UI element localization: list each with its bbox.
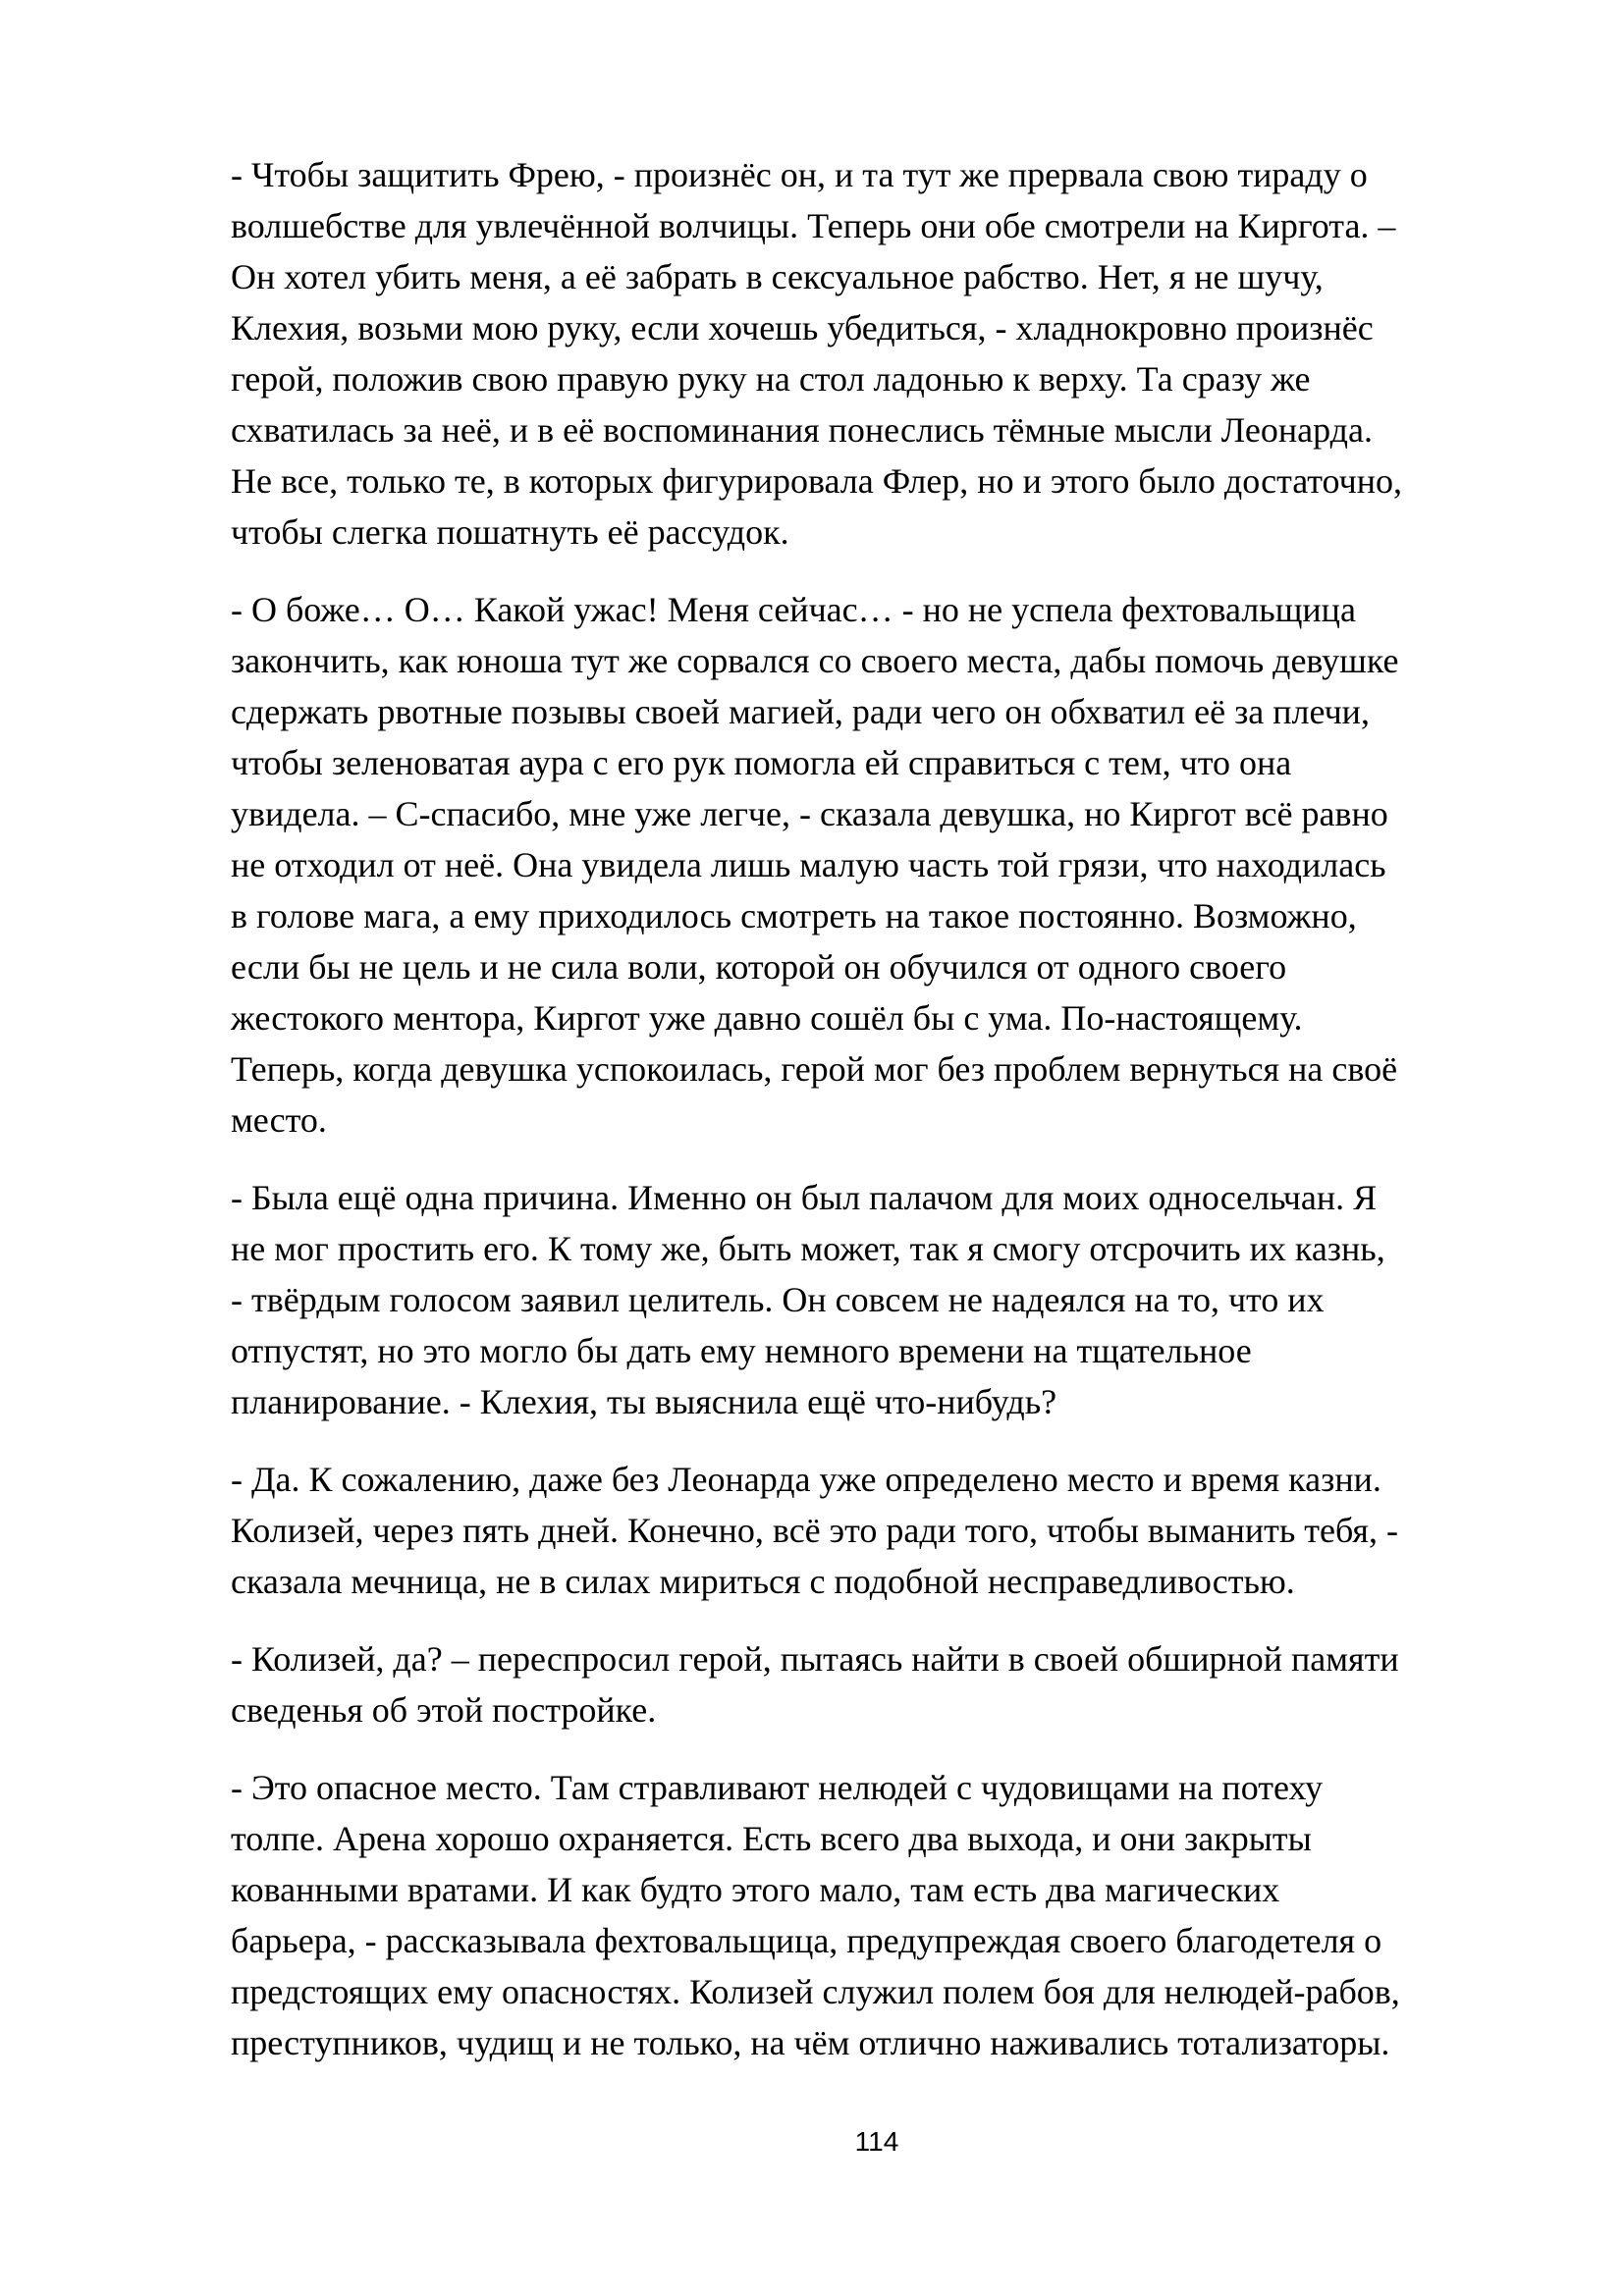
text-line: отпустят, но это могло бы дать ему немного времени на тщательное [231,1331,1252,1370]
text-line: не отходил от неё. Она увидела лишь малую часть той грязи, что находилась [231,845,1386,884]
text-line: в голове мага, а ему приходилось смотреть на такое постоянно. Возможно, [231,896,1357,935]
text-line: волшебстве для увлечённой волчицы. Теперь они обе смотрели на Киргота. – [231,206,1396,245]
text-line: планирование. - Клехия, ты выяснила ещё что-нибудь? [231,1382,1057,1421]
text-line: не мог простить его. К тому же, быть может, так я смогу отсрочить их казнь, [231,1229,1385,1268]
text-line: - Да. К сожалению, даже без Леонарда уже определено место и время казни. [231,1460,1381,1499]
paragraph [231,1633,1523,1735]
text-line: - Чтобы защитить Фрею, - произнёс он, и та тут же прервала свою тираду о [231,155,1368,194]
text-line: преступников, чудищ и не только, на чём отлично наживались тотализаторы. [231,2023,1390,2062]
text-line: Клехия, возьми мою руку, если хочешь убедиться, - хладнокровно произнёс [231,308,1374,347]
text-line: - твёрдым голосом заявил целитель. Он совсем не надеялся на то, что их [231,1280,1325,1319]
text-line: сдержать рвотные позывы своей магией, ради чего он обхватил её за плечи, [231,692,1370,731]
paragraph [231,149,1523,558]
page-number: 114 [854,2126,899,2157]
text-line: - Колизей, да? – переспросил герой, пытаясь найти в своей обширной памяти [231,1639,1399,1679]
text-line: барьера, - рассказывала фехтовальщица, предупреждая своего благодетеля о [231,1921,1382,1960]
paragraph [231,584,1523,1146]
text-line: чтобы зеленоватая аура с его рук помогла ей справиться с тем, что она [231,743,1292,782]
text-line: Колизей, через пять дней. Конечно, всё это ради того, чтобы выманить тебя, - [231,1511,1398,1550]
text-line: Он хотел убить меня, а её забрать в сексуальное рабство. Нет, я не шучу, [231,257,1324,296]
text-line: если бы не цель и не сила воли, которой он обучился от одного своего [231,947,1287,987]
text-line: чтобы слегка пошатнуть её рассудок. [231,512,789,552]
paragraph [231,1172,1523,1427]
text-line: - Это опасное место. Там стравливают нелюдей с чудовищами на потеху [231,1768,1324,1807]
text-line: схватилась за неё, и в её воспоминания понеслись тёмные мысли Леонарда. [231,410,1373,450]
text-line: Теперь, когда девушка успокоилась, герой мог без проблем вернуться на своё [231,1049,1398,1089]
text-line: сказала мечница, не в силах мириться с подобной несправедливостью. [231,1562,1295,1601]
text-line: кованными вратами. И как будто этого мало, там есть два магических [231,1870,1280,1909]
text-line: Не все, только те, в которых фигурировала Флер, но и этого было достаточно, [231,461,1402,501]
text-line: жестокого ментора, Киргот уже давно сошёл бы с ума. По-настоящему. [231,998,1303,1038]
text-line: толпе. Арена хорошо охраняется. Есть всего два выхода, и они закрыты [231,1819,1312,1858]
paragraph [231,1762,1523,2068]
text-line: место. [231,1100,327,1140]
text-line: герой, положив свою правую руку на стол ладонью к верху. Та сразу же [231,359,1311,399]
text-line: предстоящих ему опасностях. Колизей служил полем боя для нелюдей-рабов, [231,1972,1400,2011]
text-line: сведенья об этой постройке. [231,1690,657,1730]
text-line: увидела. – С-спасибо, мне уже легче, - сказала девушка, но Киргот всё равно [231,794,1388,833]
text-block [231,149,1523,2095]
text-line: - Была ещё одна причина. Именно он был палачом для моих односельчан. Я [231,1178,1378,1217]
paragraph [231,1454,1523,1607]
text-line: - О боже… О… Какой ужас! Меня сейчас… - но не успела фехтовальщица [231,590,1356,629]
text-line: закончить, как юноша тут же сорвался со своего места, дабы помочь девушке [231,641,1399,680]
